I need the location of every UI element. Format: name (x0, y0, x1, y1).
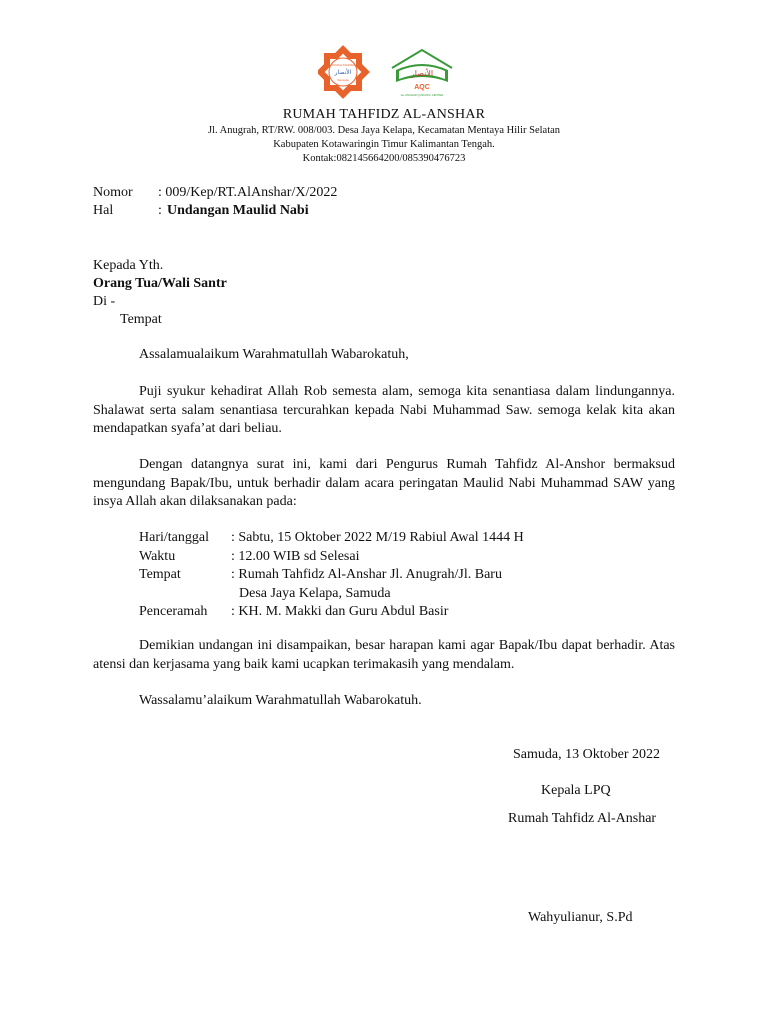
hal-colon: : (158, 203, 162, 218)
letterhead-address-2: Kabupaten Kotawaringin Timur Kalimantan Tengah. (273, 139, 495, 150)
letterhead-logos (318, 40, 458, 104)
paragraph-3: Demikian undangan ini disampaikan, besar harapan kami agar Bapak/Ibu dapat berhadir. Atas atensi dan kerjasama yang baik kami ucapkan terimakasih yang mendalam. (93, 638, 675, 672)
signature-institution: Rumah Tahfidz Al-Anshar (508, 811, 657, 826)
logo1-text-top: RUMAH TAHFIDZ (330, 63, 356, 67)
logo1-text-mid: الأنصار (334, 69, 352, 76)
recipient-line-2: Orang Tua/Wali Santr (93, 276, 227, 291)
detail-value: : Rumah Tahfidz Al-Anshar Jl. Anugrah/Jl. Baru (231, 567, 502, 582)
closing: Wassalamu’alaikum Warahmatullah Wabarokatuh. (139, 693, 422, 708)
letterhead-title: RUMAH TAHFIDZ AL-ANSHAR (282, 107, 486, 122)
letterhead-address-1: Jl. Anugrah, RT/RW. 008/003. Desa Jaya Kelapa, Kecamatan Mentaya Hilir Selatan (207, 125, 561, 136)
logo2-aqc: AQC (414, 84, 430, 91)
logo2-arabic: الأنصار (410, 69, 434, 78)
detail-value: : 12.00 WIB sd Selesai (231, 548, 360, 564)
signatory-name: Wahyulianur, S.Pd (528, 910, 633, 925)
recipient-line-4: Tempat (120, 312, 162, 327)
nomor-label: Nomor (93, 185, 133, 200)
hal-value: Undangan Maulid Nabi (167, 203, 309, 218)
detail-value: : KH. M. Makki dan Guru Abdul Basir (231, 604, 449, 619)
paragraph-2: Dengan datangnya surat ini, kami dari Pengurus Rumah Tahfidz Al-Anshor bermaksud mengundang Bapak/Ibu, untuk berhadir dalam acara peringatan Maulid Nabi Muhammad SAW yang insya Allah akan dilaksanakan pada: (93, 457, 675, 509)
paragraph-1: Puji syukur kehadirat Allah Rob semesta alam, semoga kita senantiasa dalam lindungannya. Shalawat serta salam senantiasa tercurahkan kepada Nabi Muhammad Saw. semoga kelak kita akan mendapatkan syafa’at dari beliau. (93, 384, 675, 436)
rumah-tahfidz-logo (318, 45, 370, 99)
detail-value: Desa Jaya Kelapa, Samuda (239, 585, 391, 601)
detail-label: Hari/tanggal (139, 530, 209, 545)
place-date: Samuda, 13 Oktober 2022 (513, 747, 660, 762)
logo1-text-bottom: Samuda (337, 78, 349, 82)
detail-value: : Sabtu, 15 Oktober 2022 M/19 Rabiul Awal 1444 H (231, 530, 524, 545)
aqc-logo (392, 50, 452, 97)
detail-label: Waktu (139, 548, 176, 564)
recipient-line-1: Kepada Yth. (93, 258, 164, 273)
detail-label: Tempat (139, 567, 181, 582)
nomor-value: : 009/Kep/RT.AlAnshar/X/2022 (158, 185, 338, 200)
recipient-line-3: Di - (93, 294, 116, 309)
logo2-caption: AL-ANSHAR QUR'ANIC CENTER (400, 93, 444, 97)
detail-label: Penceramah (139, 604, 208, 619)
greeting: Assalamualaikum Warahmatullah Wabarokatuh, (139, 347, 409, 362)
hal-label: Hal (93, 203, 114, 218)
signature-position: Kepala LPQ (541, 783, 611, 798)
letterhead-contact: Kontak:082145664200/085390476723 (302, 153, 466, 164)
